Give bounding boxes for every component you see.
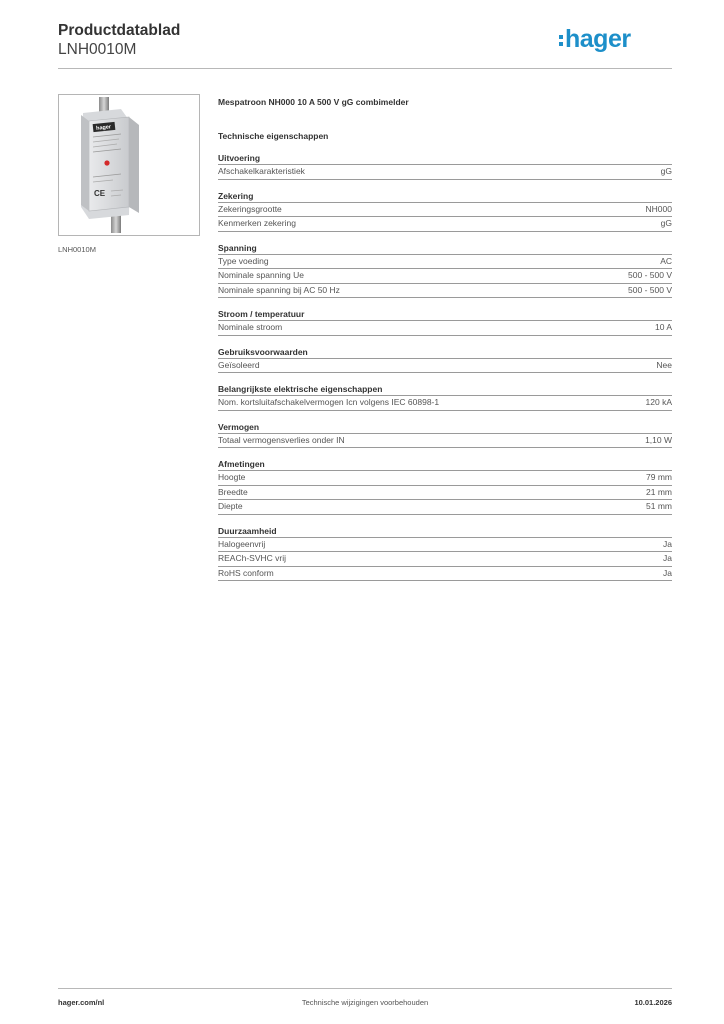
specs-heading: Technische eigenschappen <box>218 131 329 141</box>
spec-group-title: Spanning <box>218 242 672 255</box>
spec-value: 10 A <box>654 322 672 332</box>
spec-group-title: Duurzaamheid <box>218 525 672 538</box>
spec-group <box>218 383 672 411</box>
spec-label: RoHS conform <box>218 567 274 578</box>
spec-row <box>218 567 672 582</box>
spec-row <box>218 434 672 449</box>
spec-row <box>218 552 672 567</box>
footer-website: hager.com/nl <box>58 998 105 1007</box>
spec-group <box>218 346 672 374</box>
ce-mark: CE <box>94 189 106 198</box>
footer-divider <box>58 988 672 989</box>
spec-value: 79 mm <box>646 472 672 482</box>
spec-label: Totaal vermogensverlies onder IN <box>218 434 345 445</box>
spec-label: Kenmerken zekering <box>218 218 296 228</box>
spec-value: Nee <box>656 359 672 370</box>
spec-label: Type voeding <box>218 255 269 266</box>
product-image <box>58 94 200 236</box>
footer-disclaimer: Technische wijzigingen voorbehouden <box>301 998 429 1007</box>
page-footer <box>58 998 672 1010</box>
spec-value: gG <box>660 166 672 176</box>
spec-row <box>218 321 672 336</box>
hager-logo <box>559 26 654 54</box>
spec-value: 500 - 500 V <box>628 270 672 280</box>
spec-group-title: Uitvoering <box>218 152 672 165</box>
spec-row <box>218 284 672 299</box>
spec-row <box>218 269 672 284</box>
spec-value: 120 kA <box>645 397 672 407</box>
document-title: Productdatablad <box>58 22 181 39</box>
spec-group <box>218 458 672 515</box>
spec-group <box>218 242 672 299</box>
spec-label: Diepte <box>218 501 243 511</box>
spec-value: 51 mm <box>646 501 672 511</box>
spec-value: Ja <box>663 553 672 563</box>
spec-group-title: Belangrijkste elektrische eigenschappen <box>218 383 672 396</box>
spec-group-title: Gebruiksvoorwaarden <box>218 346 672 359</box>
spec-row <box>218 486 672 501</box>
spec-row <box>218 396 672 411</box>
spec-label: Nominale spanning bij AC 50 Hz <box>218 284 340 295</box>
spec-group-title: Afmetingen <box>218 458 672 471</box>
spec-group <box>218 308 672 336</box>
spec-group <box>218 190 672 232</box>
spec-row <box>218 217 672 232</box>
product-name: Mespatroon NH000 10 A 500 V gG combimelder <box>218 97 409 107</box>
spec-value: NH000 <box>645 203 672 214</box>
spec-row <box>218 255 672 270</box>
spec-label: Nom. kortsluitafschakelvermogen Icn volgens IEC 60898-1 <box>218 397 440 407</box>
spec-value: Ja <box>663 538 672 549</box>
spec-label: Zekeringsgrootte <box>218 203 282 214</box>
spec-content <box>218 96 672 591</box>
spec-row <box>218 165 672 180</box>
logo-text: hager <box>565 26 631 53</box>
spec-groups <box>218 152 672 581</box>
fuse-illustration <box>59 95 199 235</box>
spec-label: Breedte <box>218 486 248 497</box>
fuse-logo: hager <box>95 124 112 132</box>
spec-row <box>218 359 672 374</box>
spec-value: 1,10 W <box>645 434 672 445</box>
header-divider <box>58 68 672 69</box>
spec-group-title: Stroom / temperatuur <box>218 308 672 321</box>
spec-row <box>218 203 672 218</box>
spec-group <box>218 421 672 449</box>
spec-group <box>218 525 672 582</box>
spec-value: AC <box>660 255 672 266</box>
spec-group-title: Vermogen <box>218 421 672 434</box>
spec-label: Afschakelkarakteristiek <box>218 166 305 176</box>
footer-date: 10.01.2026 <box>634 998 672 1007</box>
spec-label: Nominale stroom <box>218 322 283 332</box>
spec-value: Ja <box>663 567 672 578</box>
image-caption: LNH0010M <box>58 245 96 254</box>
product-code: LNH0010M <box>58 41 137 58</box>
spec-row <box>218 538 672 553</box>
spec-label: REACh-SVHC vrij <box>218 553 287 563</box>
spec-group <box>218 152 672 180</box>
spec-value: 500 - 500 V <box>628 284 672 295</box>
spec-label: Hoogte <box>218 472 246 482</box>
page-header <box>58 20 672 70</box>
spec-label: Nominale spanning Ue <box>218 270 304 280</box>
spec-row <box>218 500 672 515</box>
spec-row <box>218 471 672 486</box>
spec-label: Halogeenvrij <box>218 538 266 549</box>
spec-group-title: Zekering <box>218 190 672 203</box>
spec-label: Geïsoleerd <box>218 359 260 370</box>
spec-value: gG <box>660 218 672 228</box>
spec-value: 21 mm <box>646 486 672 497</box>
